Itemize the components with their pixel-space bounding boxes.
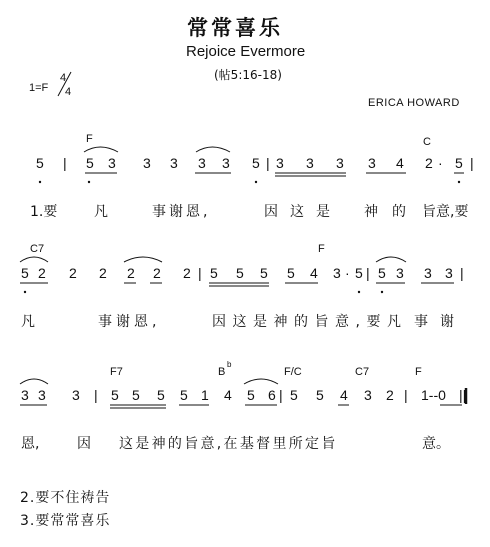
note: 5 [378,265,386,281]
song-title: 常常喜乐 [187,15,283,40]
verse-3: 3.要常常喜乐 [20,513,111,529]
chord: F7 [110,366,123,378]
verse-2: 2.要不住祷告 [20,490,111,506]
note: 3 [306,155,314,171]
note: 5 [132,387,140,403]
barline: | [470,155,474,171]
note: 3 [143,155,151,171]
note: 2 [99,265,107,281]
lyric: 因这是神的旨意,要凡 [212,314,408,330]
barline: | [63,155,67,171]
chord: C7 [355,366,370,378]
note: 5 [180,387,188,403]
time-signature-top: 4 [60,72,67,84]
chord: F/C [284,366,302,378]
note: 3 [222,155,230,171]
note: 5 [111,387,119,403]
lyric: 的 [392,204,406,220]
lyric: 神 [364,204,378,220]
note: 3 [108,155,116,171]
lyric: 因 [77,436,91,452]
note: 4 [396,155,404,171]
chord: C [423,136,431,148]
note: 5 [86,155,94,171]
note: 5 [236,265,244,281]
barline: | [404,387,408,403]
note: 3 [364,387,372,403]
song-subtitle: Rejoice Evermore [186,43,306,60]
note: 4 [224,387,232,403]
chord: B [218,366,226,378]
note: 3 [368,155,376,171]
note: 3 [333,265,341,281]
barline: | [198,265,202,281]
lyric: 因这是 [264,204,342,220]
note: 2 [127,265,135,281]
lyric: 事谢恩, [152,204,211,220]
note: 5 [290,387,298,403]
note: 4 [310,265,318,281]
note: 3 [445,265,453,281]
time-signature-bottom: 4 [65,86,72,98]
octave-dot [39,181,41,183]
slur [376,257,406,262]
note: 2 [153,265,161,281]
composer: ERICA HOWARD [368,97,460,109]
barline: | [460,265,464,281]
chord: C7 [30,243,45,255]
lyric: 凡 [21,314,35,330]
note: 5 [247,387,255,403]
octave-dot [458,181,460,183]
octave-dot [255,181,257,183]
lyric: 事谢恩, [98,314,161,330]
flat-sign: b [227,360,232,369]
note: 4 [340,387,348,403]
barline: | [94,387,98,403]
lyric: 恩, [21,436,40,452]
note: 5 [287,265,295,281]
note: 2 [183,265,191,281]
note: 3 [198,155,206,171]
scripture-reference: (帖5:16-18) [214,68,282,82]
lyric: 意。 [422,436,450,452]
note: 5 [355,265,363,281]
note: 5 [316,387,324,403]
slur [196,147,230,152]
final-barline: || [459,387,467,403]
note: 3 [336,155,344,171]
note: 3 [276,155,284,171]
note: 3 [72,387,80,403]
lyric: 1.要 [30,204,58,220]
note: 3 [424,265,432,281]
note: 5 [252,155,260,171]
note: 2 [425,155,433,171]
octave-dot [24,291,26,293]
slur [20,379,48,384]
barline: | [266,155,270,171]
note: 6 [268,387,276,403]
time-signature-slash [58,72,71,96]
slur [244,379,278,384]
note: 3 [396,265,404,281]
note: 5 [157,387,165,403]
note: 3 [38,387,46,403]
chord: F [318,243,325,255]
note: 3 [170,155,178,171]
key-signature: 1=F [29,82,49,94]
note: 5 [36,155,44,171]
note: 2 [38,265,46,281]
note: 3 [21,387,29,403]
note: 1 [201,387,209,403]
lyric: 事谢 [414,314,466,330]
note: 5 [455,155,463,171]
chord: F [415,366,422,378]
barline: | [279,387,283,403]
note: 5 [260,265,268,281]
chord: F [86,133,93,145]
lyric: 凡 [94,204,108,220]
lyric: 这是神的旨意,在基督里所定旨 [119,436,338,452]
dot: · [345,265,350,281]
octave-dot [358,291,360,293]
slur [124,257,162,262]
lyric: 旨意,要 [422,204,469,220]
note: 1--0 [421,387,446,403]
slur [84,147,118,152]
note: 5 [210,265,218,281]
note: 2 [386,387,394,403]
octave-dot [88,181,90,183]
note: 5 [21,265,29,281]
barline: | [366,265,370,281]
slur [20,257,48,262]
octave-dot [381,291,383,293]
dot: · [438,155,443,171]
note: 2 [69,265,77,281]
